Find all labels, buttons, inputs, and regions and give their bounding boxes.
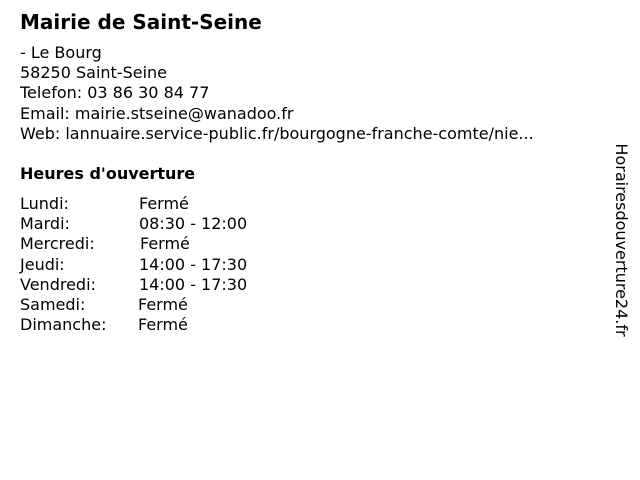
day-label: Mercredi: [20,234,95,254]
day-label: Vendredi: [20,274,96,294]
day-label: Jeudi: [20,254,65,274]
day-hours: 14:00 - 17:30 [139,274,248,294]
address-block [20,43,534,144]
hours-heading: Heures d'ouverture [20,164,196,183]
day-label: Mardi: [20,214,70,234]
day-label: Lundi: [20,194,69,213]
email-line: Email: mairie.stseine@wanadoo.fr [20,103,294,123]
day-hours: Fermé [138,315,188,335]
web-line: Web: lannuaire.service-public.fr/bourgogne-franche-comte/nie... [20,123,534,143]
page-title: Mairie de Saint-Seine [20,10,262,34]
day-hours: 14:00 - 17:30 [139,254,248,274]
day-hours: Fermé [140,234,190,254]
day-hours: Fermé [139,194,189,213]
day-hours: Fermé [138,294,188,314]
address-street: - Le Bourg [20,43,102,62]
day-label: Dimanche: [20,315,107,335]
day-hours: 08:30 - 12:00 [139,214,248,234]
site-watermark: Horairesdouverture24.fr [612,143,631,337]
day-label: Samedi: [20,294,86,314]
address-city: 58250 Saint-Seine [20,63,168,83]
phone-line: Telefon: 03 86 30 84 77 [20,83,210,103]
